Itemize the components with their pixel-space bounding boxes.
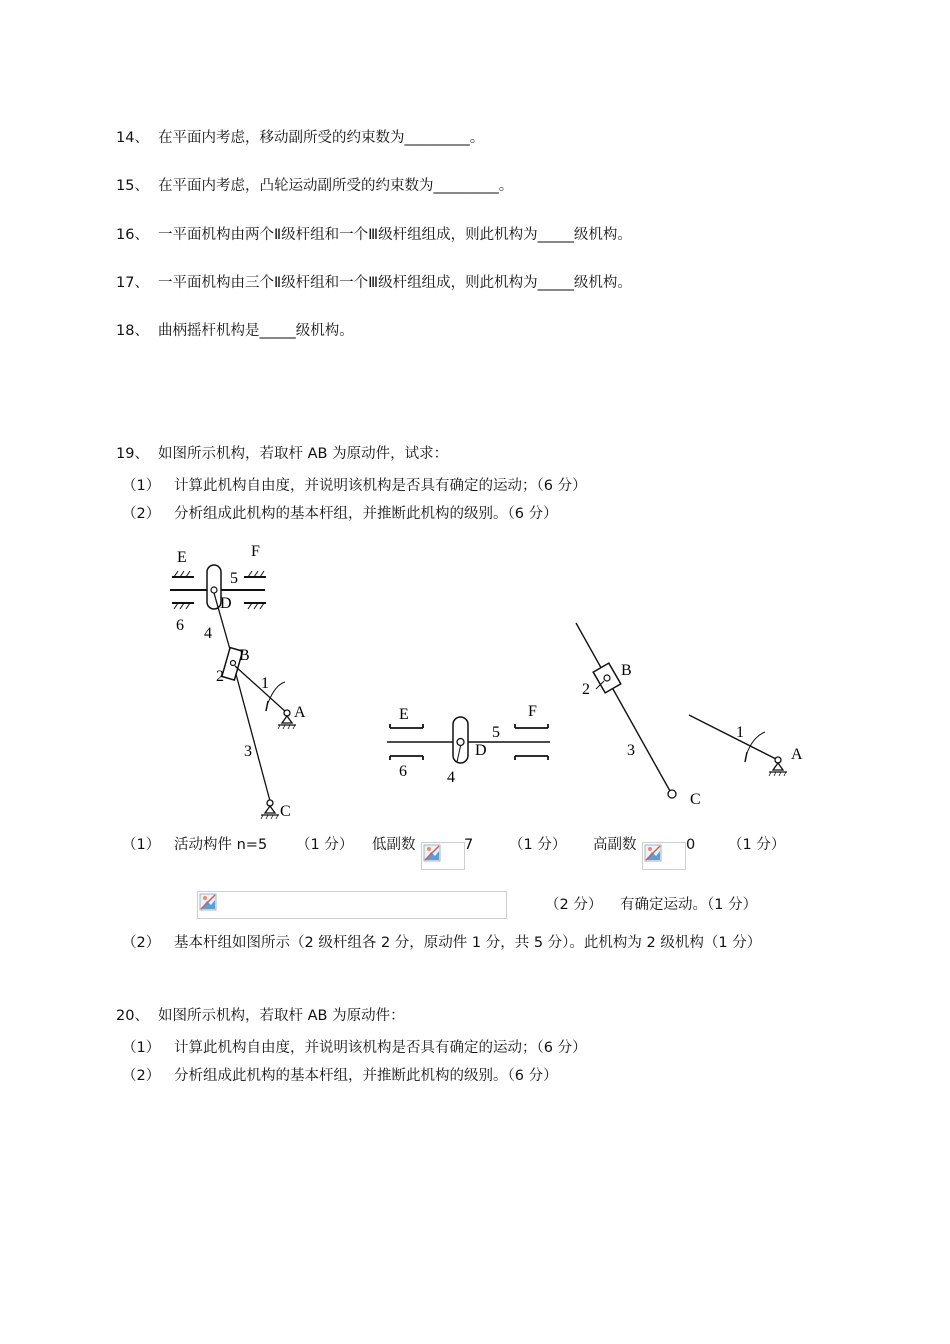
broken-image-icon: [197, 891, 507, 919]
score: （2 分）: [545, 897, 603, 913]
sub-question-text: 分析组成此机构的基本杆组，并推断此机构的级别。（6 分）: [174, 1068, 558, 1084]
answer-number: （2）: [122, 935, 161, 951]
label-d: D: [220, 595, 232, 612]
lower-pairs-label: 低副数: [372, 837, 416, 853]
higher-pairs-value: 0: [686, 837, 696, 853]
question-text: 在平面内考虑，移动副所受的约束数为_________。: [158, 130, 485, 146]
label-6: 6: [399, 763, 407, 780]
label-c: C: [690, 791, 701, 808]
answer-number: （1）: [122, 837, 161, 853]
sub-question-text: 计算此机构自由度，并说明该机构是否具有确定的运动；（6 分）: [174, 478, 587, 494]
score: （1 分）: [509, 837, 567, 853]
label-5: 5: [492, 724, 500, 741]
sub-question-text: 分析组成此机构的基本杆组，并推断此机构的级别。（6 分）: [174, 506, 558, 522]
score: （1 分）: [728, 837, 786, 853]
question-text: 在平面内考虑，凸轮运动副所受的约束数为_________。: [158, 178, 514, 194]
label-e: E: [399, 706, 409, 723]
sub-question-number: （2）: [122, 506, 161, 522]
mechanism-diagram: [160, 535, 320, 825]
question-number: 18、: [116, 323, 149, 339]
label-4: 4: [447, 769, 455, 786]
question-number: 19、: [116, 446, 149, 462]
label-e: E: [177, 549, 187, 566]
question-number: 16、: [116, 227, 149, 243]
label-1: 1: [261, 675, 269, 692]
motion-conclusion: 有确定运动。（1 分）: [620, 897, 758, 913]
moving-links-count: 活动构件 n=5: [174, 837, 268, 853]
lower-pairs-value: 7: [464, 837, 474, 853]
sub-question-text: 计算此机构自由度，并说明该机构是否具有确定的运动；（6 分）: [174, 1040, 587, 1056]
label-a: A: [791, 746, 803, 763]
label-b: B: [239, 647, 250, 664]
label-a: A: [294, 704, 306, 721]
sub-question-number: （2）: [122, 1068, 161, 1084]
sub-question-number: （1）: [122, 1040, 161, 1056]
label-d: D: [475, 742, 487, 759]
label-f: F: [528, 703, 537, 720]
label-b: B: [621, 662, 632, 679]
sub-question-number: （1）: [122, 478, 161, 494]
question-number: 15、: [116, 178, 149, 194]
question-text: 如图所示机构，若取杆 AB 为原动件：: [158, 1008, 405, 1024]
label-c: C: [280, 803, 291, 820]
broken-image-icon: [642, 842, 686, 870]
question-number: 17、: [116, 275, 149, 291]
question-text: 如图所示机构，若取杆 AB 为原动件，试求：: [158, 446, 449, 462]
label-f: F: [251, 543, 260, 560]
link-group-slider-diagram: [385, 700, 555, 790]
question-number: 14、: [116, 130, 149, 146]
question-text: 一平面机构由两个Ⅱ级杆组和一个Ⅲ级杆组组成，则此机构为_____级机构。: [158, 227, 632, 243]
score: （1 分）: [296, 837, 354, 853]
question-number: 20、: [116, 1008, 149, 1024]
label-2: 2: [582, 681, 590, 698]
label-1: 1: [736, 724, 744, 741]
question-text: 曲柄摇杆机构是_____级机构。: [158, 323, 354, 339]
question-text: 一平面机构由三个Ⅱ级杆组和一个Ⅲ级杆组组成，则此机构为_____级机构。: [158, 275, 632, 291]
label-3: 3: [627, 742, 635, 759]
broken-image-icon: [421, 842, 465, 870]
label-2: 2: [216, 668, 224, 685]
higher-pairs-label: 高副数: [593, 837, 637, 853]
answer-text: 基本杆组如图所示（2 级杆组各 2 分，原动件 1 分，共 5 分）。此机构为 2 级机构（1 分）: [174, 935, 762, 951]
label-3: 3: [244, 743, 252, 760]
label-6: 6: [176, 617, 184, 634]
label-5: 5: [230, 570, 238, 587]
label-4: 4: [204, 625, 212, 642]
crank-diagram: [685, 705, 815, 780]
